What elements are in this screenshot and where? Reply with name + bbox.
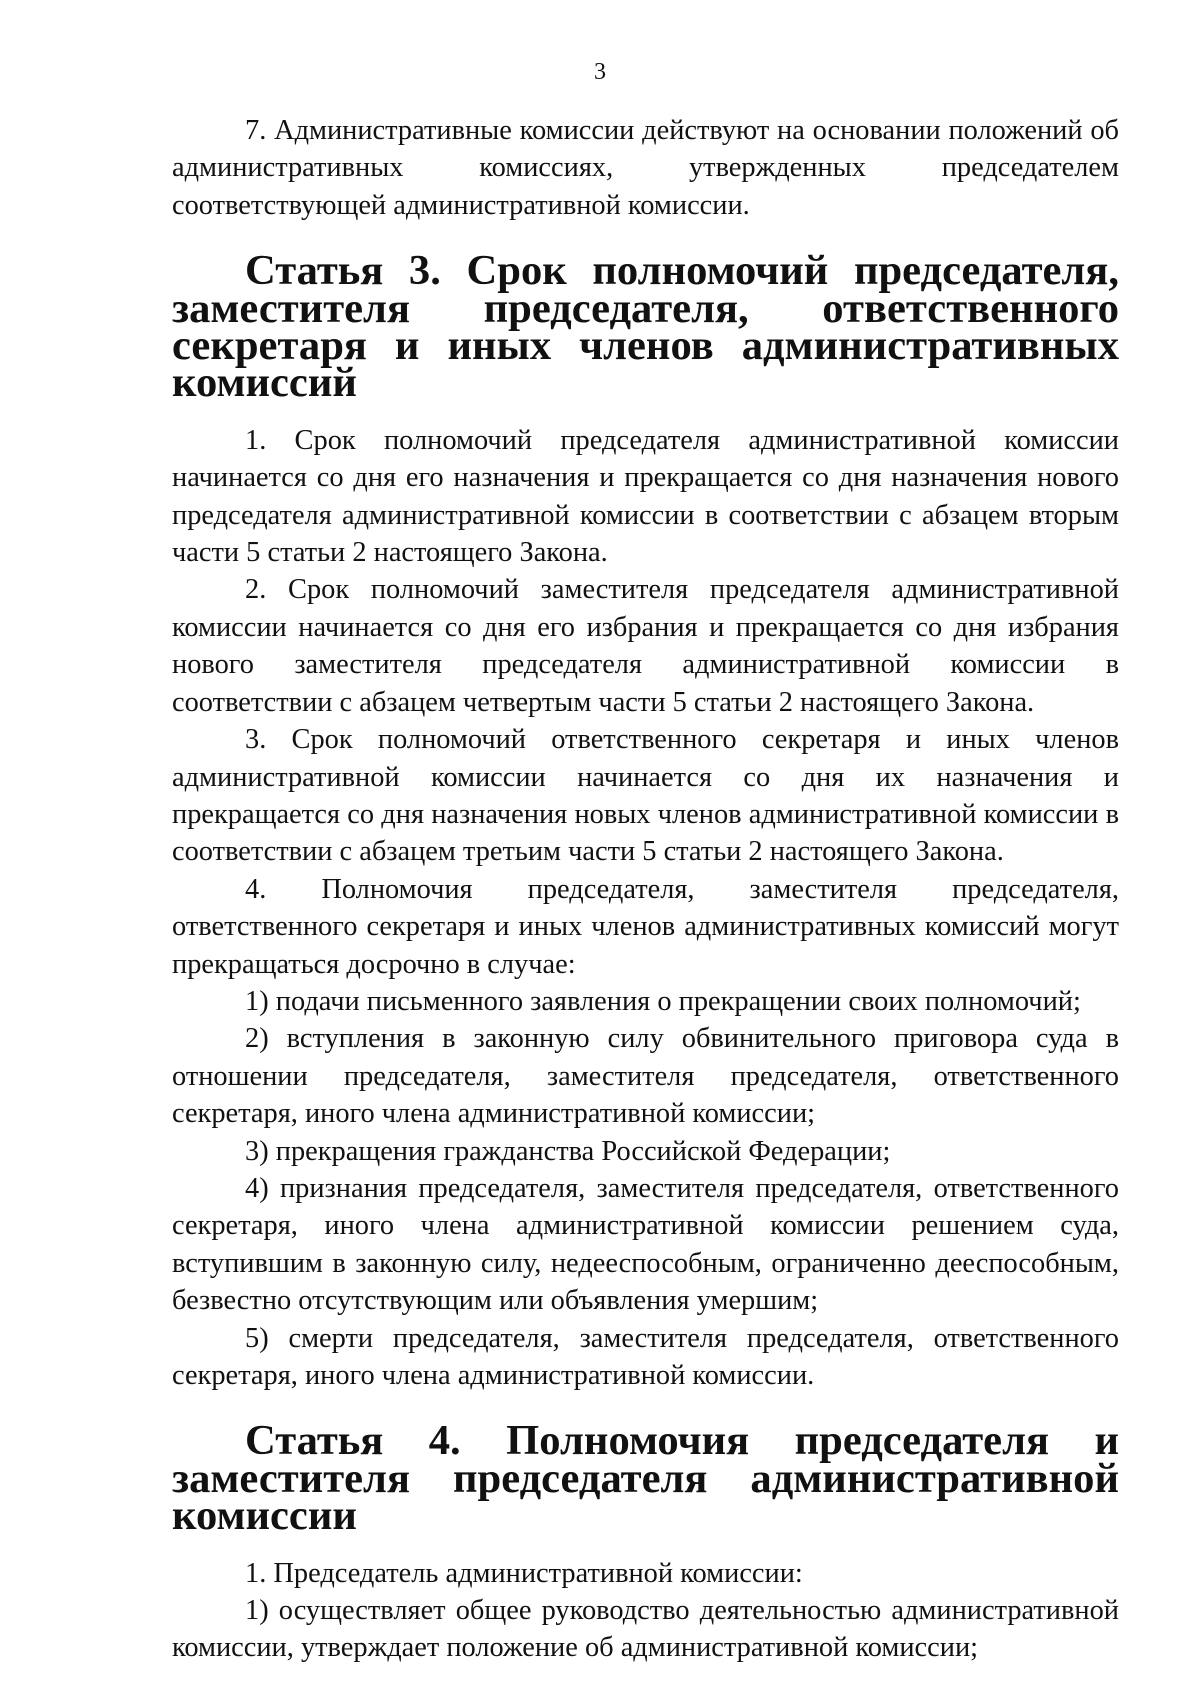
document-body: [172, 112, 1119, 1667]
article-4-heading: [172, 1417, 1120, 1540]
article-3-list-item: 4) признания председателя, заместителя председателя, ответственного секретаря, иного члена административной комиссии решением суда, вступившим в законную силу, недееспособным, ограниченно дееспособным, безвестно отсутствующим или объявления умершим;: [172, 1172, 1119, 1317]
page-number: 3: [594, 59, 606, 85]
article-3-list-item: 5) смерти председателя, заместителя председателя, ответственного секретаря, иного члена административной комиссии.: [172, 1322, 1119, 1391]
article-3-paragraph: 3. Срок полномочий ответственного секретаря и иных членов административной комиссии начинается со дня их назначения и прекращается со дня назначения новых членов административной комиссии в соответствии с абзацем третьим части 5 статьи 2 настоящего Закона.: [172, 724, 1119, 868]
article-3-paragraph: 2. Срок полномочий заместителя председателя административной комиссии начинается со дня его избрания и прекращается со дня избрания нового заместителя председателя административной комиссии в соответствии с абзацем четвертым части 5 статьи 2 настоящего Закона.: [172, 574, 1119, 718]
article-3-paragraph: 1. Срок полномочий председателя административной комиссии начинается со дня его назначения и прекращается со дня назначения нового председателя административной комиссии в соответствии с абзацем вторым части 5 статьи 2 настоящего Закона.: [172, 424, 1119, 569]
article-3-list-item: 2) вступления в законную силу обвинительного приговора суда в отношении председателя, заместителя председателя, ответственного секретаря, иного члена административной комиссии;: [172, 1023, 1119, 1130]
article-3-paragraph: 4. Полномочия председателя, заместителя председателя, ответственного секретаря и иных членов административных комиссий могут прекращаться досрочно в случае:: [172, 873, 1119, 980]
article-4-title: Полномочия председателя и заместителя председателя административной комиссии: [172, 1417, 1120, 1540]
article-3-title: Срок полномочий председателя, заместителя председателя, ответственного секретаря и иных членов административных комиссий: [172, 247, 1119, 407]
article-3-heading: [172, 247, 1119, 407]
paragraph-7: 7. Административные комиссии действуют на основании положений об административных комиссиях, утвержденных председателем соответствующей административной комиссии.: [172, 115, 1119, 221]
article-3-number: Статья 3.: [245, 247, 441, 295]
article-4-number: Статья 4.: [245, 1417, 461, 1465]
article-3-list-item: 3) прекращения гражданства Российской Федерации;: [245, 1135, 891, 1167]
article-4-paragraph: 1. Председатель административной комиссии:: [245, 1557, 803, 1589]
article-3-list-item: 1) подачи письменного заявления о прекращении своих полномочий;: [245, 985, 1081, 1017]
article-4-list-item: 1) осуществляет общее руководство деятельностью административной комиссии, утверждает положение об административной комиссии;: [172, 1595, 1119, 1664]
